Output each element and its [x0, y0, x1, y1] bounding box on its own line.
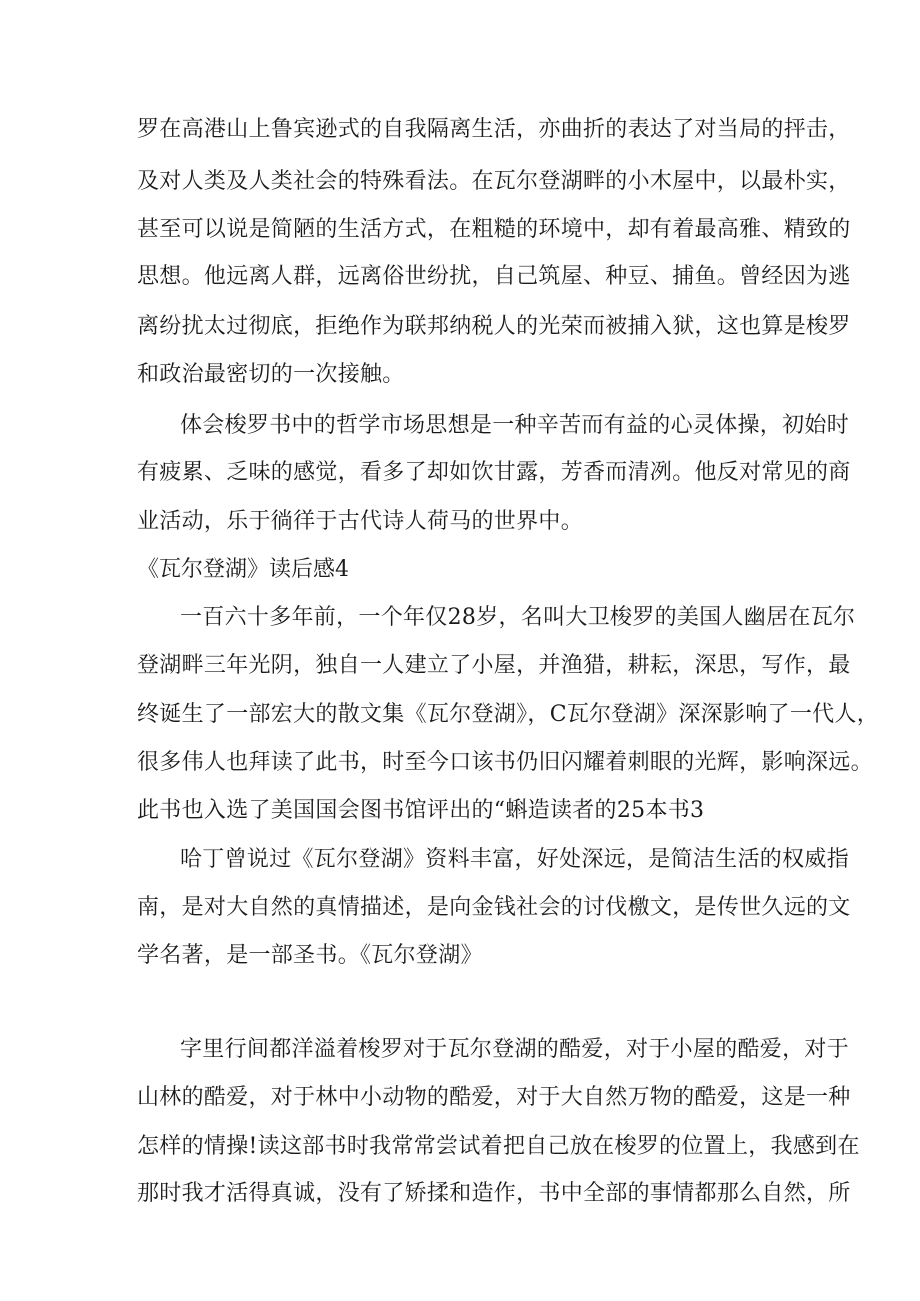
paragraph-2-line-3: 业活动，乐于徜徉于古代诗人荷马的世界中。 — [137, 509, 584, 534]
paragraph-3-line-5: 此书也入选了美国国会图书馆评出的“蝌造读者的25本书3 — [137, 798, 705, 823]
paragraph-1-line-5: 离纷扰太过彻底，拒绝作为联邦纳税人的光荣而被捕入狱，这也算是梭罗 — [137, 314, 851, 339]
paragraph-3-line-1: 一百六十多年前，一个年仅28岁，名叫大卫梭罗的美国人幽居在瓦尔 — [180, 605, 856, 630]
paragraph-5-line-3: 怎样的情操!读这部书时我常常尝试着把自己放在梭罗的位置上，我感到在 — [137, 1134, 860, 1159]
paragraph-3-line-2: 登湖畔三年光阴，独自一人建立了小屋，并渔猎，耕耘，深思，写作，最 — [137, 653, 851, 678]
paragraph-4-line-1: 哈丁曾说过《瓦尔登湖》资料丰富，好处深远，是简洁生活的权威指 — [180, 847, 850, 872]
paragraph-1-line-2: 及对人类及人类社会的特殊看法。在瓦尔登湖畔的小木屋中，以最朴实， — [137, 169, 851, 194]
paragraph-3-line-4: 很多伟人也拜读了此书，时至今口该书仍旧闪耀着刺眼的光辉，影响深远。 — [137, 750, 873, 775]
paragraph-5-line-1: 字里行间都洋溢着梭罗对于瓦尔登湖的酷爱，对于小屋的酷爱，对于 — [180, 1037, 850, 1062]
paragraph-1-line-1: 罗在高港山上鲁宾逊式的自我隔离生活，亦曲折的表达了对当局的抨击， — [137, 117, 851, 142]
paragraph-5-line-4: 那时我才活得真诚，没有了矫揉和造作，书中全部的事情都那么自然，所 — [137, 1181, 851, 1206]
paragraph-4-line-2: 南，是对大自然的真情描述，是向金钱社会的讨伐檄文，是传世久远的文 — [137, 895, 851, 920]
paragraph-1-line-3: 甚至可以说是简陋的生活方式，在粗糙的环境中，却有着最高雅、精致的 — [137, 217, 851, 242]
paragraph-4-line-3: 学名著，是一部圣书。《瓦尔登湖》 — [137, 943, 483, 968]
section-heading: 《瓦尔登湖》读后感4 — [137, 557, 349, 582]
paragraph-3-line-3: 终诞生了一部宏大的散文集《瓦尔登湖》，C瓦尔登湖》深深影响了一代人， — [137, 702, 880, 727]
paragraph-1-line-4: 思想。他远离人群，远离俗世纷扰，自己筑屋、种豆、捕鱼。曾经因为逃 — [137, 264, 851, 289]
paragraph-2-line-1: 体会梭罗书中的哲学市场思想是一种辛苦而有益的心灵体操，初始时 — [180, 413, 850, 438]
paragraph-5-line-2: 山林的酷爱，对于林中小动物的酷爱，对于大自然万物的酷爱，这是一种 — [137, 1085, 851, 1110]
paragraph-2-line-2: 有疲累、乏味的感觉，看多了却如饮甘露，芳香而清冽。他反对常见的商 — [137, 460, 851, 485]
paragraph-1-line-6: 和政治最密切的一次接触。 — [137, 362, 405, 387]
